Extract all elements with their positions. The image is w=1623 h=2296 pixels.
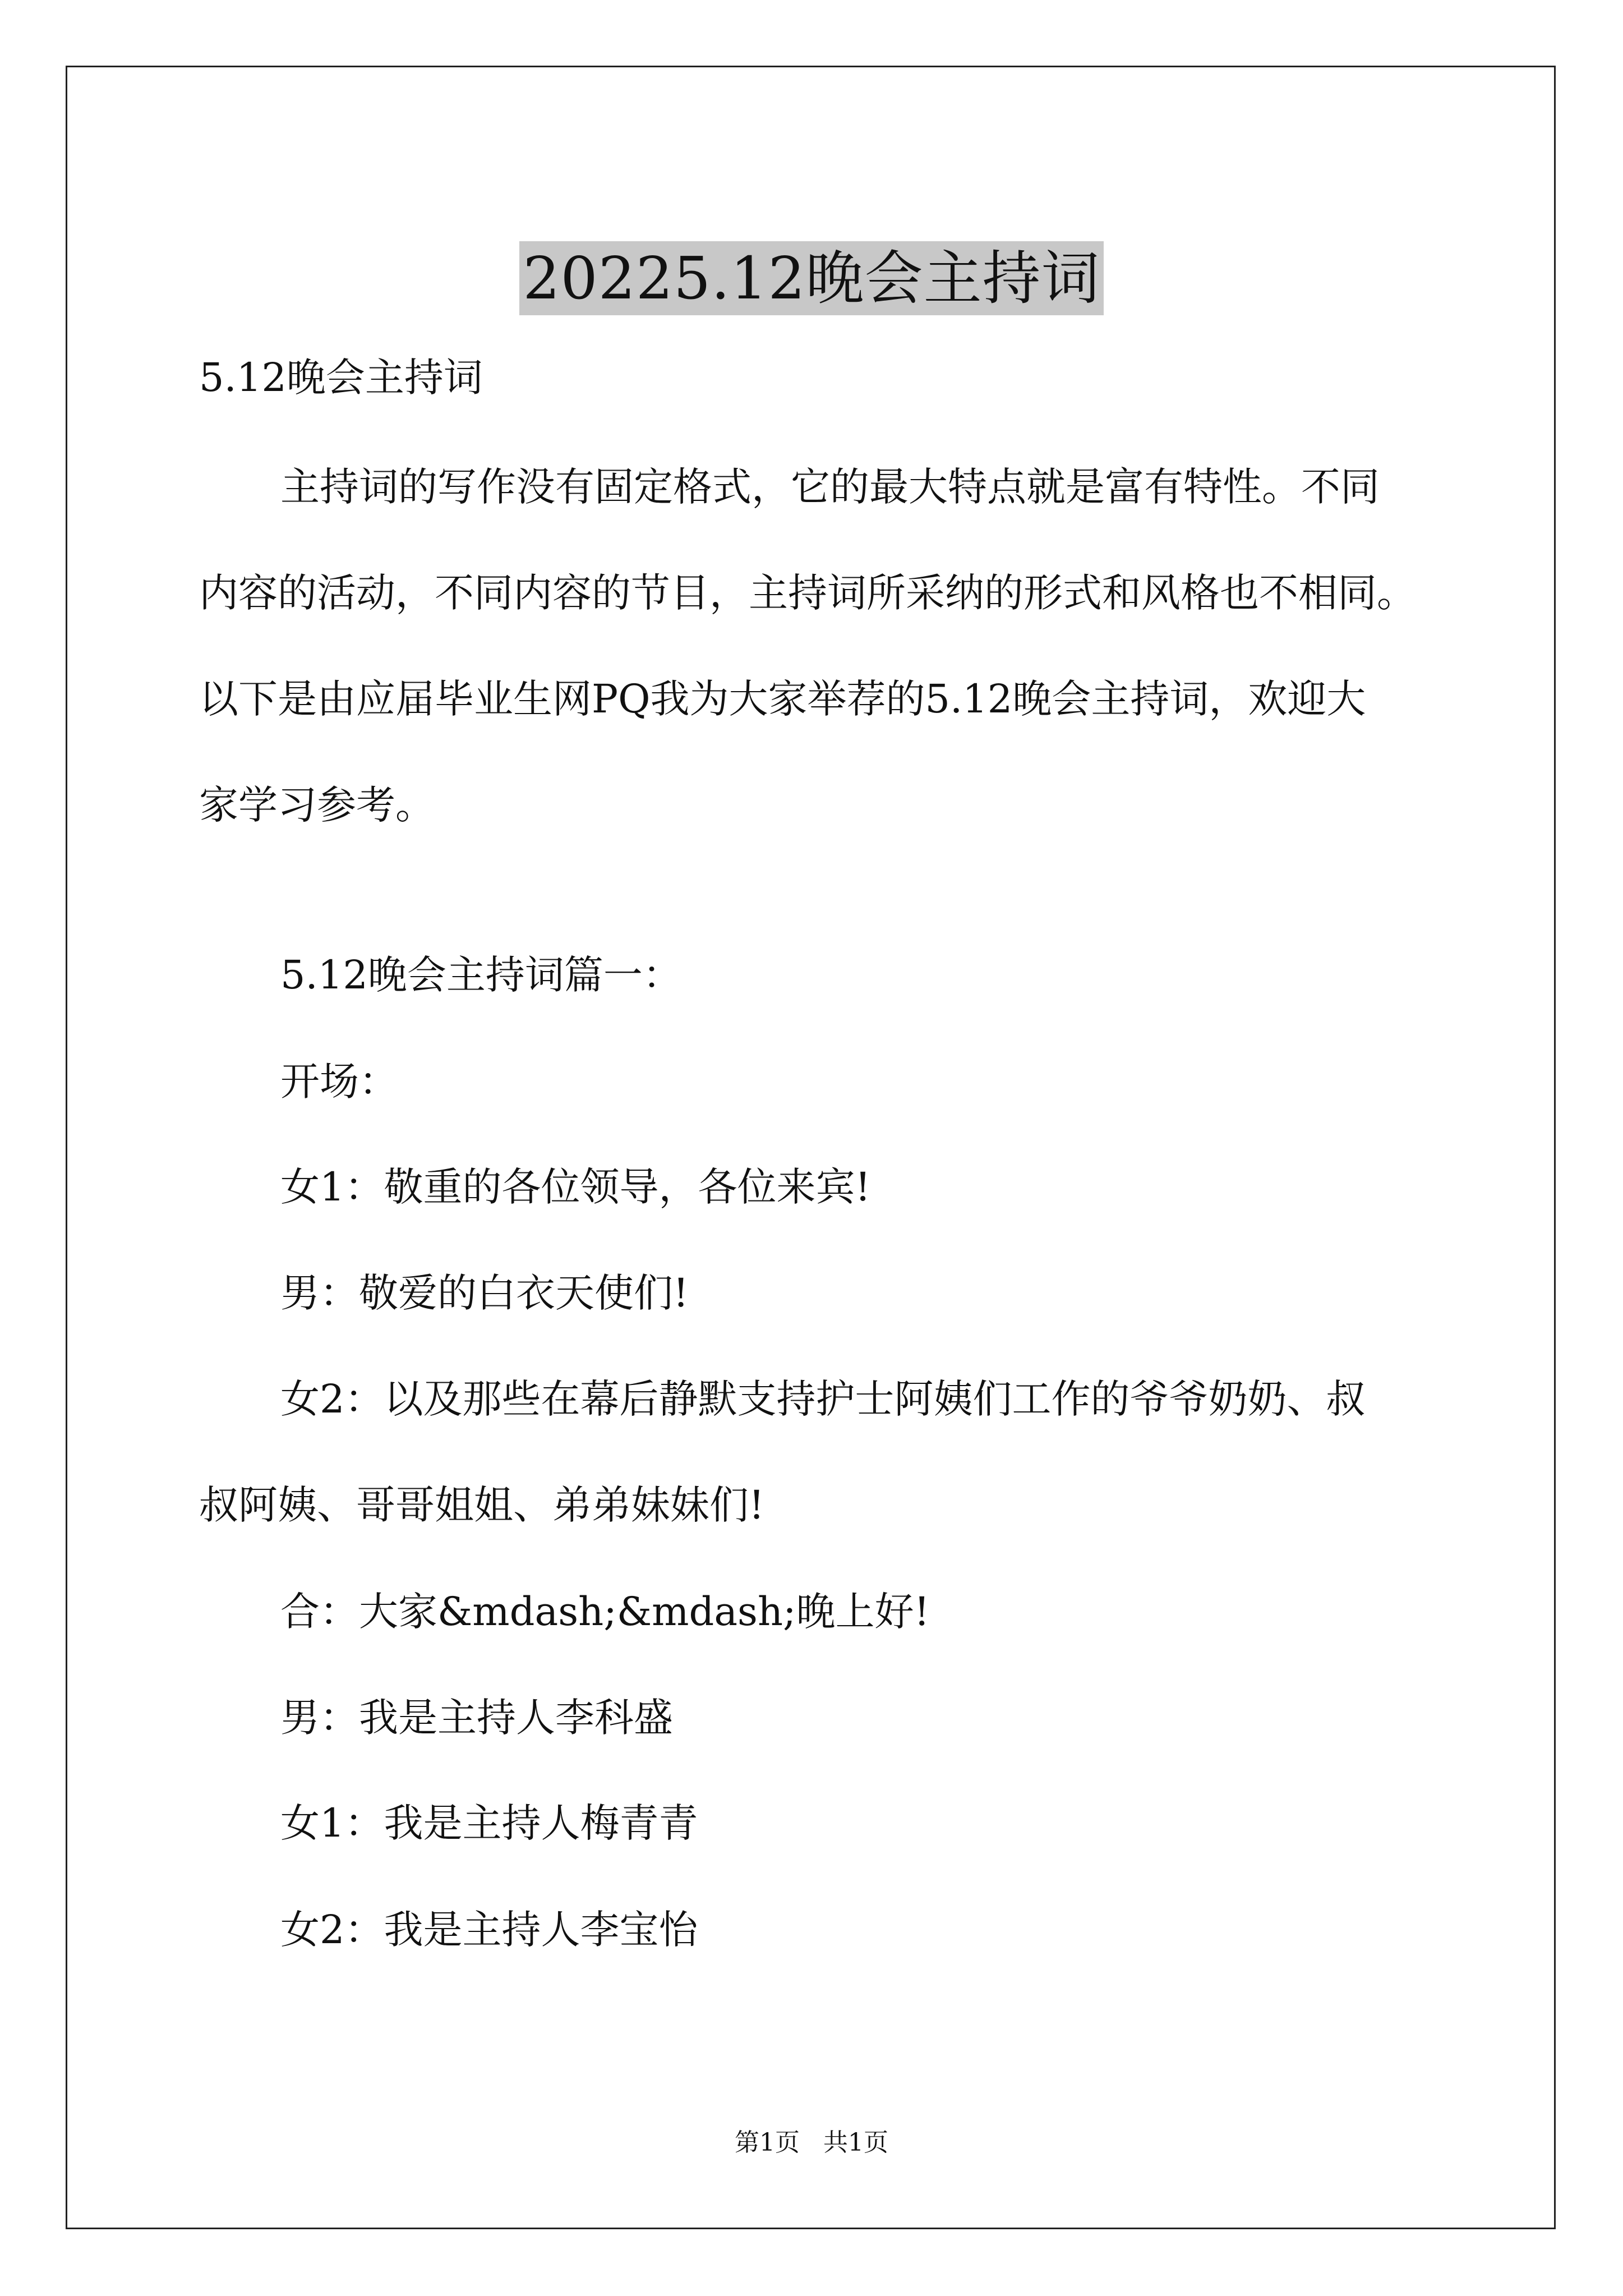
body-line: 男：敬爱的白衣天使们! [280,1270,689,1316]
section-heading: 5.12晚会主持词篇一： [280,952,682,998]
document-subtitle: 5.12晚会主持词 [199,355,483,401]
body-line: 女1：我是主持人梅青青 [280,1800,698,1846]
body-line: 女1：敬重的各位领导，各位来宾! [280,1164,871,1210]
document-title: 20225.12晚会主持词 [519,241,1103,315]
intro-line: 内容的活动，不同内容的节目，主持词所采纳的形式和风格也不相同。 [199,570,1416,616]
intro-line: 主持词的写作没有固定格式，它的最大特点就是富有特性。不同 [280,464,1380,510]
body-line: 男：我是主持人李科盛 [280,1695,673,1741]
body-line: 叔阿姨、哥哥姐姐、弟弟妹妹们! [199,1482,765,1528]
body-line: 开场： [280,1059,398,1105]
body-line: 合：大家&mdash;&mdash;晚上好! [280,1589,930,1635]
page-footer: 第1页 共1页 [735,2128,888,2157]
intro-line: 家学习参考。 [199,782,435,828]
body-line: 女2：我是主持人李宝怡 [280,1907,698,1953]
intro-line: 以下是由应届毕业生网PQ我为大家举荐的5.12晚会主持词，欢迎大 [199,676,1366,722]
body-line: 女2：以及那些在幕后静默支持护士阿姨们工作的爷爷奶奶、叔 [280,1376,1366,1422]
title-container [0,202,1623,354]
